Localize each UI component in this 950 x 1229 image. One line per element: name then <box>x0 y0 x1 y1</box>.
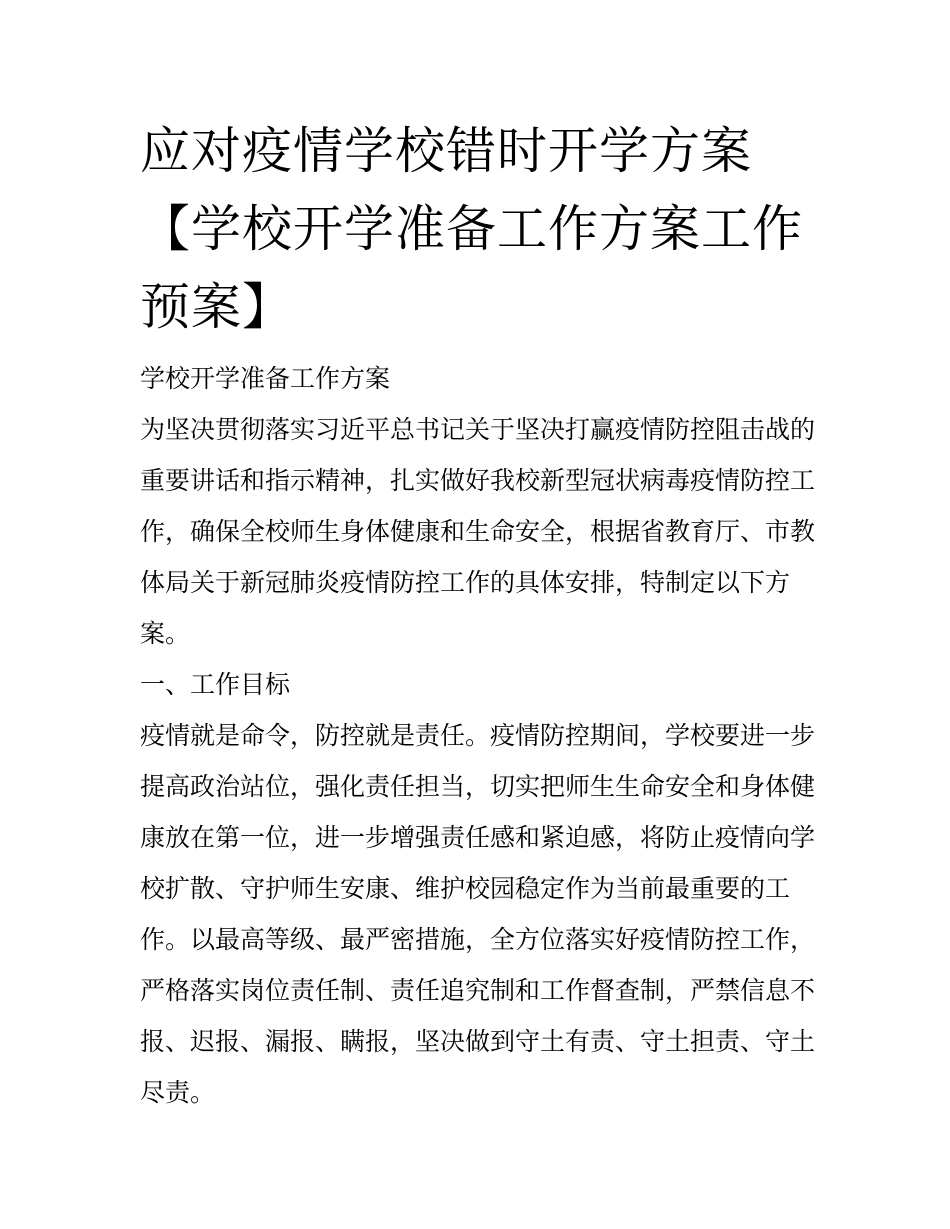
paragraph-line: 为坚决贯彻落实习近平总书记关于坚决打赢疫情防控阻击战的 <box>140 415 816 444</box>
paragraph-line: 康放在第一位，进一步增强责任感和紧迫感，将防止疫情向学 <box>140 823 816 852</box>
title-line: 预案】 <box>140 278 293 336</box>
title-line: 应对疫情学校错时开学方案 <box>140 122 752 180</box>
paragraph-line: 作。以最高等级、最严密措施，全方位落实好疫情防控工作， <box>140 925 816 954</box>
paragraph-line: 严格落实岗位责任制、责任追究制和工作督查制，严禁信息不 <box>140 976 816 1005</box>
paragraph-line: 提高政治站位，强化责任担当，切实把师生生命安全和身体健 <box>140 772 816 801</box>
section-paragraph <box>140 710 820 1118</box>
paragraph-line: 尽责。 <box>140 1078 216 1107</box>
paragraph-line: 体局关于新冠肺炎疫情防控工作的具体安排，特制定以下方 <box>140 568 791 597</box>
section-heading-line: 一、工作目标 <box>140 670 291 699</box>
paragraph-line: 报、迟报、漏报、瞒报，坚决做到守土有责、守土担责、守土 <box>140 1027 816 1056</box>
title-line: 【学校开学准备工作方案工作 <box>140 200 803 258</box>
section-heading <box>140 659 820 710</box>
paragraph-line: 重要讲话和指示精神，扎实做好我校新型冠状病毒疫情防控工 <box>140 466 816 495</box>
document-title <box>140 112 820 346</box>
subtitle-line: 学校开学准备工作方案 <box>140 364 391 393</box>
paragraph-line: 校扩散、守护师生安康、维护校园稳定作为当前最重要的工 <box>140 874 791 903</box>
intro-paragraph <box>140 404 820 659</box>
paragraph-line: 作，确保全校师生身体健康和生命安全，根据省教育厅、市教 <box>140 517 816 546</box>
paragraph-line: 疫情就是命令，防控就是责任。疫情防控期间，学校要进一步 <box>140 721 816 750</box>
paragraph-line: 案。 <box>140 619 191 648</box>
document-subtitle <box>140 353 820 404</box>
document-body <box>140 353 820 1118</box>
